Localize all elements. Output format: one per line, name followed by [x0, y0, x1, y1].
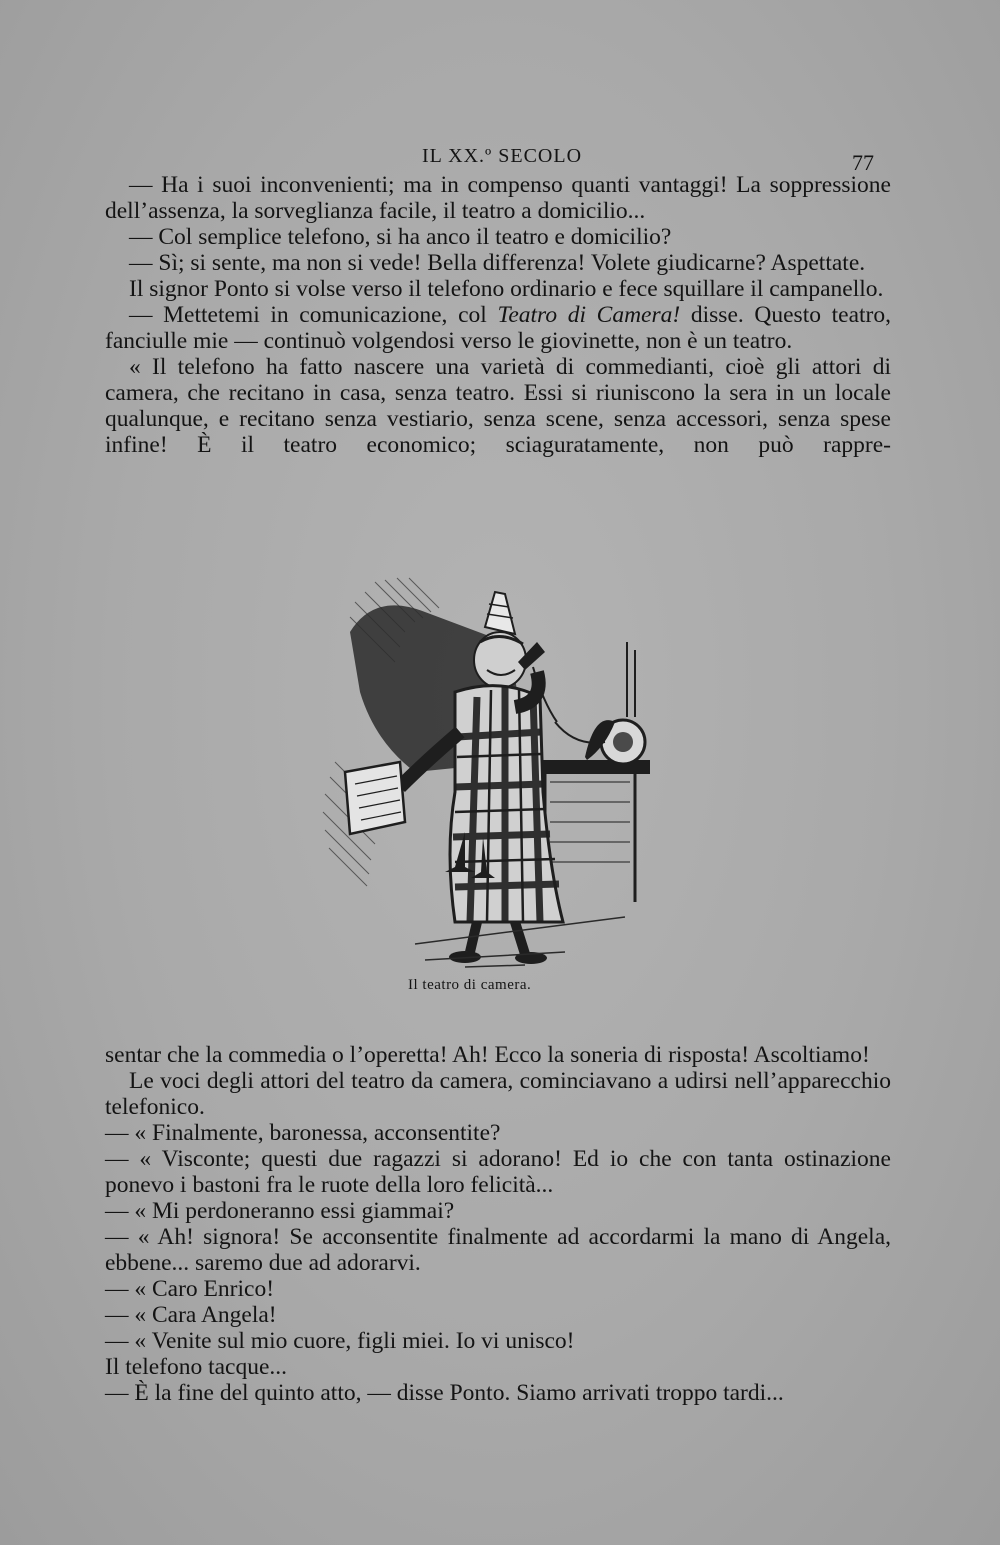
- figure-caption: Il teatro di camera.: [408, 977, 532, 993]
- dialogue-line-2: — « Visconte; questi due ragazzi si adorano! Ed io che con tanta ostinazione ponevo i bastoni fra le ruote della loro felicità...: [105, 1146, 891, 1198]
- running-header: IL XX.º SECOLO: [422, 145, 583, 167]
- paragraph-7: sentar che la commedia o l’operetta! Ah! Ecco la soneria di risposta! Ascoltiamo!: [105, 1042, 870, 1068]
- dialogue-line-8: — È la fine del quinto atto, — disse Ponto. Siamo arrivati troppo tardi...: [105, 1380, 784, 1406]
- dialogue-line-6: — « Cara Angela!: [105, 1302, 277, 1328]
- dialogue-line-1: — « Finalmente, baronessa, acconsentite?: [105, 1120, 501, 1146]
- paragraph-3: — Sì; si sente, ma non si vede! Bella differenza! Volete giudicarne? Aspettate.: [129, 250, 866, 276]
- illustration: [305, 572, 655, 972]
- paragraph-2: — Col semplice telefono, si ha anco il teatro e domicilio?: [129, 224, 672, 250]
- paragraph-6: « Il telefono ha fatto nascere una varietà di commedianti, cioè gli attori di camera, che recitano in casa, senza teatro. Essi si riuniscono la sera in un locale qualunque, e recitano senza vestiario, senza scene, senza accessori, senza spese infine! È il teatro economico; sciaguratamente, non può rappre-: [105, 354, 891, 458]
- page-number: 77: [852, 150, 874, 175]
- paragraph-5: [105, 302, 891, 354]
- paragraph-5-start: — Mettetemi in comunicazione, col: [129, 302, 498, 328]
- paragraph-4: Il signor Ponto si volse verso il telefono ordinario e fece squillare il campanello.: [129, 276, 884, 302]
- theatre-name-italic: Teatro di Camera!: [497, 302, 681, 328]
- paragraph-5-end: disse. Questo teatro, fanciulle mie — continuò volgendosi verso le giovinette, non è un teatro.: [105, 302, 891, 354]
- dialogue-line-4: — « Ah! signora! Se acconsentite finalmente ad accordarmi la mano di Angela, ebbene... saremo due ad adorarvi.: [105, 1224, 891, 1276]
- narration-line: Il telefono tacque...: [105, 1354, 288, 1380]
- dialogue-line-7: — « Venite sul mio cuore, figli miei. Io vi unisco!: [105, 1328, 575, 1354]
- dialogue-line-3: — « Mi perdoneranno essi giammai?: [105, 1198, 455, 1224]
- bottom-text-block: [105, 1042, 891, 1406]
- top-text-block: [105, 172, 891, 458]
- paragraph-8: Le voci degli attori del teatro da camera, cominciavano a udirsi nell’apparecchio telefonico.: [105, 1068, 891, 1120]
- dialogue-line-5: — « Caro Enrico!: [105, 1276, 275, 1302]
- paragraph-1: — Ha i suoi inconvenienti; ma in compenso quanti vantaggi! La soppressione dell’assenza, la sorveglianza facile, il teatro a domicilio...: [105, 172, 891, 224]
